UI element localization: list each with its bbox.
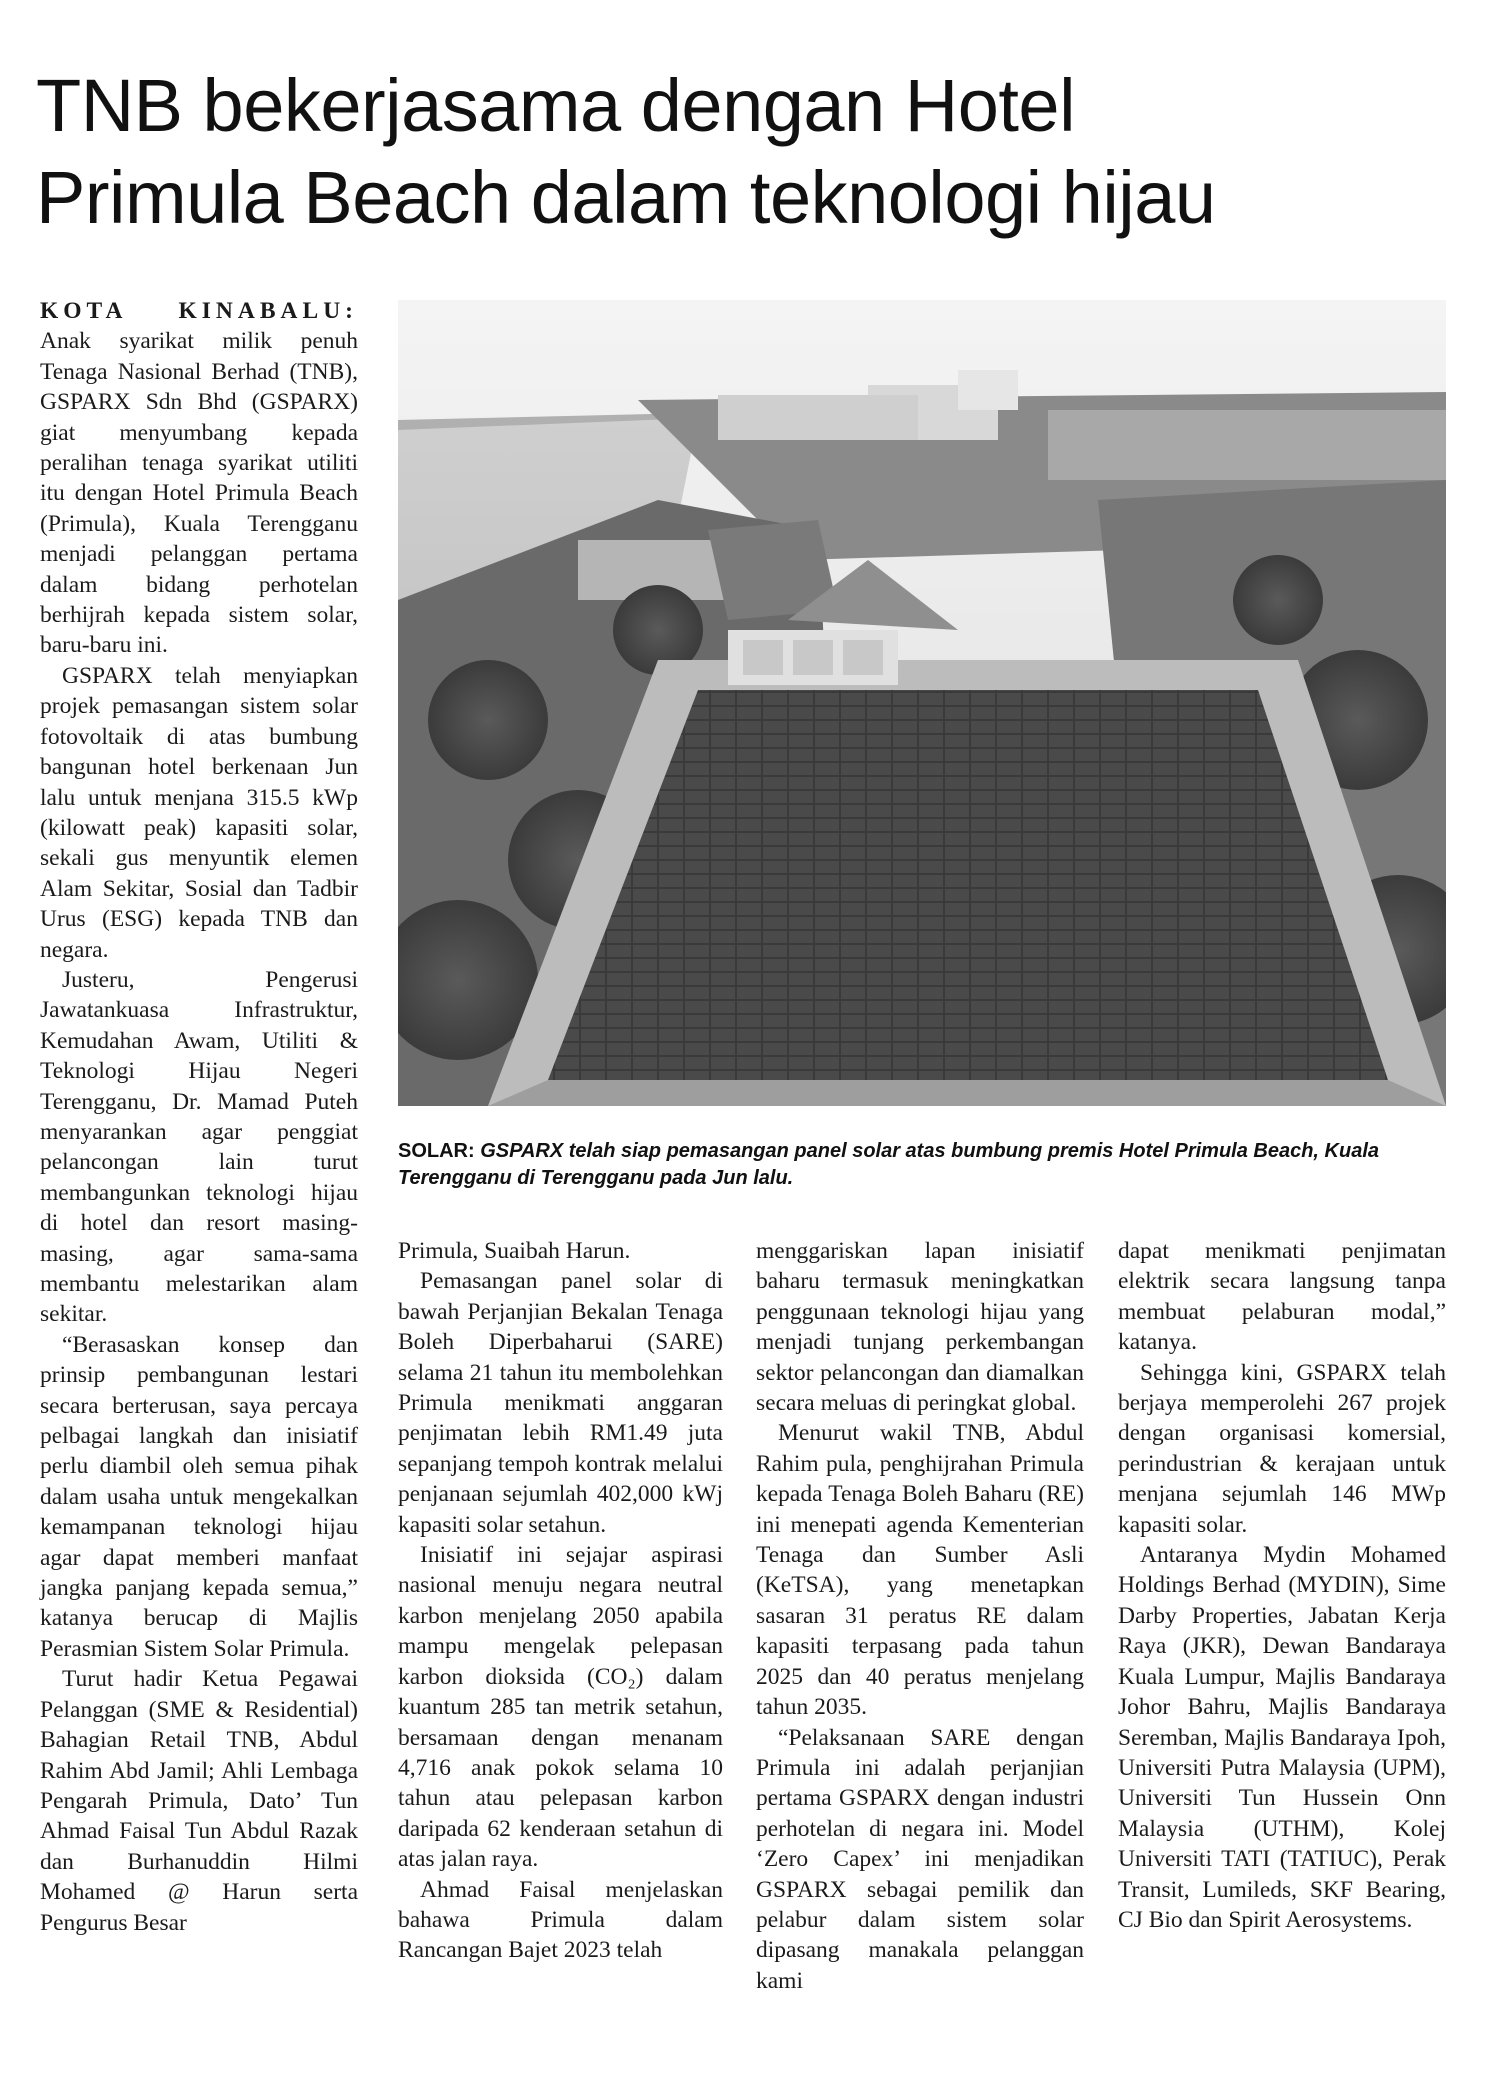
article-column-4 — [1118, 1236, 1446, 1935]
article-paragraph: Antaranya Mydin Mohamed Holdings Berhad (MYDIN), Sime Darby Properties, Jabatan Kerja Raya (JKR), Dewan Bandaraya Kuala Lumpur, Majlis Bandaraya Johor Bahru, Majlis Bandaraya Seremban, Majlis Bandaraya Ipoh, Universiti Putra Malaysia (UPM), Universiti Tun Hussein Onn Malaysia (UTHM), Kolej Universiti TATI (TATIUC), Perak Transit, Lumileds, SKF Bearing, CJ Bio dan Spirit Aerosystems. — [1118, 1542, 1446, 1933]
article-column-1 — [40, 296, 358, 1938]
headline — [36, 60, 1466, 244]
headline-line-2: Primula Beach dalam teknologi hijau — [36, 156, 1216, 239]
solar-roof-photo — [398, 300, 1446, 1106]
article-paragraph: Justeru, Pengerusi Jawatankuasa Infrastruktur, Kemudahan Awam, Utiliti & Teknologi Hijau Negeri Terengganu, Dr. Mamad Puteh menyarankan agar penggiat pelancongan lain turut membangunkan teknologi hijau di hotel dan resort masing-masing, agar sama-sama membantu melestarikan alam sekitar. — [40, 966, 358, 1328]
dateline: KOTA KINABALU: — [40, 298, 358, 324]
article-paragraph: Sehingga kini, GSPARX telah berjaya memperolehi 267 projek dengan organisasi komersial, perindustrian & kerajaan untuk menjana sejumlah 146 MWp kapasiti solar. — [1118, 1359, 1446, 1538]
article-paragraph: KOTA KINABALU: Anak syarikat milik penuh Tenaga Nasional Berhad (TNB), GSPARX Sdn Bhd (GSPARX) giat menyumbang kepada peralihan tenaga syarikat utiliti itu dengan Hotel Primula Beach (Primula), Kuala Terengganu menjadi pelanggan pertama dalam bidang perhotelan berhijrah kepada sistem solar, baru-baru ini. — [40, 298, 358, 659]
article-paragraph: Pemasangan panel solar di bawah Perjanjian Bekalan Tenaga Boleh Diperbaharui (SARE) selama 21 tahun itu membolehkan Primula menikmati anggaran penjimatan lebih RM1.49 juta sepanjang tempoh kontrak melalui penjanaan sejumlah 402,000 kWj kapasiti solar setahun. — [398, 1268, 723, 1538]
article-paragraph: “Pelaksanaan SARE dengan Primula ini adalah perjanjian pertama GSPARX dengan industri perhotelan di negara ini. Model ‘Zero Capex’ ini menjadikan GSPARX sebagai pemilik dan pelabur dalam sistem solar dipasang manakala pelanggan kami — [756, 1724, 1084, 1994]
article-column-2 — [398, 1236, 723, 1966]
article-paragraph: Turut hadir Ketua Pegawai Pelanggan (SME & Residential) Bahagian Retail TNB, Abdul Rahim Abd Jamil; Ahli Lembaga Pengarah Primula, Dato’ Tun Ahmad Faisal Tun Abdul Razak dan Burhanuddin Hilmi Mohamed @ Harun serta Pengurus Besar — [40, 1666, 358, 1936]
article-paragraph: Ahmad Faisal menjelaskan bahawa Primula dalam Rancangan Bajet 2023 telah — [398, 1876, 723, 1964]
caption-text: GSPARX telah siap pemasangan panel solar atas bumbung premis Hotel Primula Beach, Kuala Terengganu di Terengganu pada Jun lalu. — [398, 1140, 1380, 1189]
article-paragraph: GSPARX telah menyiapkan projek pemasangan sistem solar fotovoltaik di atas bumbung bangunan hotel berkenaan Jun lalu untuk menjana 315.5 kWp (kilowatt peak) kapasiti solar, sekali gus menyuntik elemen Alam Sekitar, Sosial dan Tadbir Urus (ESG) kepada TNB dan negara. — [40, 662, 358, 963]
article-paragraph: menggariskan lapan inisiatif baharu termasuk meningkatkan penggunaan teknologi hijau yang menjadi tunjang perkembangan sektor pelancongan dan diamalkan secara meluas di peringkat global. — [756, 1238, 1084, 1417]
article-paragraph: “Berasaskan konsep dan prinsip pembangunan lestari secara berterusan, saya percaya pelbagai langkah dan inisiatif perlu diambil oleh semua pihak dalam usaha untuk mengekalkan kemampanan teknologi hijau agar dapat memberi manfaat jangka panjang kepada semua,” katanya berucap di Majlis Perasmian Sistem Solar Primula. — [40, 1331, 358, 1662]
article-paragraph: Menurut wakil TNB, Abdul Rahim pula, penghijrahan Primula kepada Tenaga Boleh Baharu (RE) ini menepati agenda Kementerian Tenaga dan Sumber Asli (KeTSA), yang menetapkan sasaran 31 peratus RE dalam kapasiti terpasang pada tahun 2025 dan 40 peratus menjelang tahun 2035. — [756, 1420, 1084, 1721]
article-paragraph: Inisiatif ini sejajar aspirasi nasional menuju negara neutral karbon menjelang 2050 apabila mampu mengelak pelepasan karbon dioksida (CO₂) dalam kuantum 285 tan metrik setahun, bersamaan dengan menanam 4,716 anak pokok selama 10 tahun atau pelepasan karbon daripada 62 kenderaan setahun di atas jalan raya. — [398, 1542, 723, 1873]
article-column-3 — [756, 1236, 1084, 1996]
article-paragraph: dapat menikmati penjimatan elektrik secara langsung tanpa membuat pelaburan modal,” katanya. — [1118, 1238, 1446, 1356]
caption-label: SOLAR: — [398, 1140, 475, 1162]
photo-caption — [398, 1138, 1458, 1192]
aerial-photo-illustration — [398, 300, 1446, 1106]
article-paragraph: Primula, Suaibah Harun. — [398, 1238, 631, 1264]
headline-line-1: TNB bekerjasama dengan Hotel — [36, 64, 1076, 147]
